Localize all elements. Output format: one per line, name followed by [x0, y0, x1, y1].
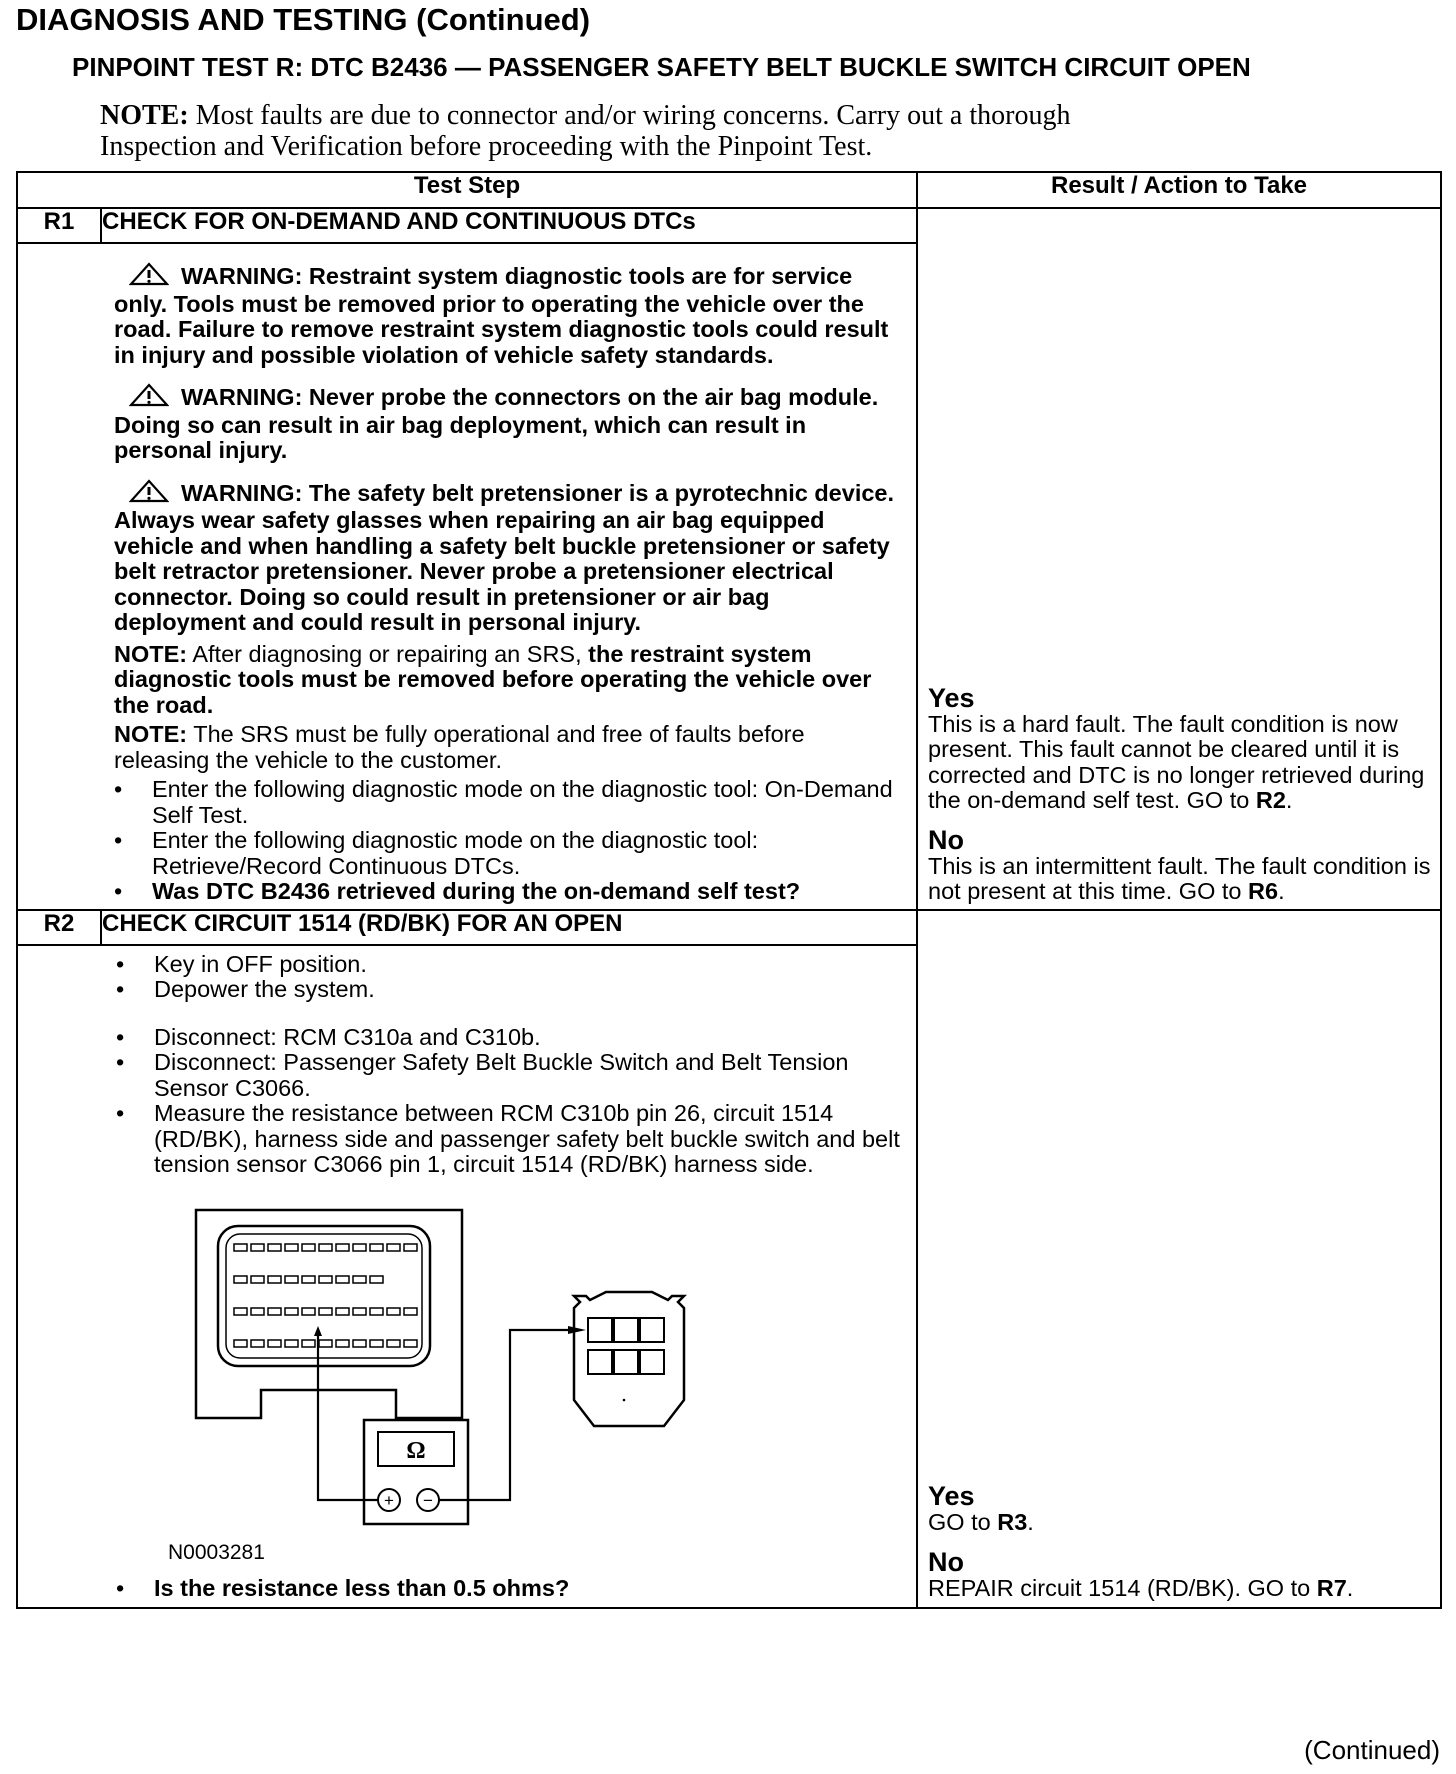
r2-no-text: REPAIR circuit 1514 (RD/BK). GO to: [928, 1574, 1317, 1601]
step-id-r2: R2: [17, 910, 101, 945]
connector-pin: [302, 1340, 315, 1347]
r2-yes-text: GO to: [928, 1509, 998, 1535]
connector-pin: [336, 1340, 349, 1347]
connector-pin: [302, 1308, 315, 1315]
connector-pin: [251, 1340, 264, 1347]
r1-note-2: [114, 722, 906, 773]
connector-pin: [268, 1340, 281, 1347]
step-id-r1: R1: [17, 208, 101, 243]
r1-no-text: This is an intermittent fault. The fault condition is not present at this time. GO to: [928, 852, 1431, 904]
r1-no-action: This is an intermittent fault. The fault condition is not present at this time. GO to R6.: [928, 852, 1431, 904]
r2-yes-goto: R3: [997, 1509, 1028, 1535]
list-item: • Disconnect: RCM C310a and C310b.: [116, 1025, 906, 1051]
warning-triangle-icon: [129, 262, 169, 292]
connector-pin: [353, 1308, 366, 1315]
step-r1-result-cell: [917, 208, 1441, 910]
connector-pin: [319, 1340, 332, 1347]
r1-question: • Was DTC B2436 retrieved during the on-demand self test?: [114, 879, 906, 905]
connector-pin: [285, 1244, 298, 1251]
list-item: • Measure the resistance between RCM C310b pin 26, circuit 1514 (RD/BK), harness side and passenger safety belt buckle switch and belt tension sensor C3066 pin 1, circuit 1514 (RD/BK) harness side.: [116, 1101, 906, 1178]
header-test-step: Test Step: [17, 172, 917, 208]
connector-pin: [251, 1276, 264, 1283]
r2-bullet-list-c: [116, 1576, 906, 1602]
pinpoint-test-table: [16, 171, 1442, 1609]
ohm-symbol: Ω: [406, 1437, 426, 1464]
r1-yes-text: This is a hard fault. The fault condition is now present. This fault cannot be cleared until it is corrected and DTC is no longer retrieved during the on-demand self test. GO to: [928, 710, 1425, 813]
r1-yes-action: This is a hard fault. The fault condition is now present. This fault cannot be cleared until it is corrected and DTC is no longer retrieved during the on-demand self test. GO to R2.: [928, 710, 1425, 813]
connector-pin: [370, 1276, 383, 1283]
warning-triangle-icon: [129, 383, 169, 413]
r1-no-goto: R6: [1248, 878, 1279, 904]
r1-note-1: [114, 642, 906, 719]
connector-pin: [285, 1308, 298, 1315]
multimeter-body: [364, 1420, 468, 1524]
r2-question: • Is the resistance less than 0.5 ohms?: [116, 1576, 906, 1602]
svg-text:−: −: [423, 1490, 433, 1510]
r1-note-1-plain: After diagnosing or repairing an SRS,: [187, 640, 589, 667]
warning-3: [114, 479, 906, 636]
step-r2-title-row: [17, 910, 1441, 945]
warning-3-text: WARNING: The safety belt pretensioner is a pyrotechnic device. Always wear safety glasses when repairing an air bag equipped vehicle and when handling a safety belt buckle pretensioner or safety belt retractor pretensioner. Never probe a pretensioner electrical connector. Doing so could result in pretensioner or air bag deployment and could result in personal injury.: [114, 479, 895, 635]
connector-pin: [404, 1244, 417, 1251]
connector-pin: [353, 1276, 366, 1283]
warning-triangle-icon: [129, 479, 169, 509]
connector-pin: [319, 1276, 332, 1283]
connector-pin: [336, 1244, 349, 1251]
connector-pin: [336, 1276, 349, 1283]
connector-pin: [251, 1244, 264, 1251]
r2-no-action: REPAIR circuit 1514 (RD/BK). GO to R7.: [928, 1574, 1354, 1601]
connector-pin: [268, 1308, 281, 1315]
connector-pin: [387, 1244, 400, 1251]
connector-pin: [336, 1308, 349, 1315]
connector-pin: [404, 1340, 417, 1347]
connector-pin: [387, 1340, 400, 1347]
r2-yes-label: Yes: [928, 1481, 975, 1511]
pinpoint-test-title: PINPOINT TEST R: DTC B2436 — PASSENGER SAFETY BELT BUCKLE SWITCH CIRCUIT OPEN: [72, 52, 1251, 82]
r2-no-goto: R7: [1316, 1574, 1347, 1601]
step-title-r2: CHECK CIRCUIT 1514 (RD/BK) FOR AN OPEN: [101, 910, 917, 945]
warning-2-text: WARNING: Never probe the connectors on the air bag module. Doing so can result in air bag deployment, which can result in personal injury.: [114, 384, 879, 463]
warning-1: [114, 262, 906, 368]
connector-pin: [234, 1276, 247, 1283]
connector-pin: [234, 1340, 247, 1347]
connector-pin: [370, 1340, 383, 1347]
connector-pin: [370, 1308, 383, 1315]
r2-yes-action: GO to R3.: [928, 1509, 1034, 1535]
connector-pin: [387, 1308, 400, 1315]
connector-pin: [302, 1276, 315, 1283]
intro-note-text: Most faults are due to connector and/or wiring concerns. Carry out a thorough: [188, 100, 1071, 131]
list-item: • Enter the following diagnostic mode on the diagnostic tool: Retrieve/Record Continuous DTCs.: [114, 828, 906, 879]
list-item: • Depower the system.: [116, 977, 906, 1003]
r2-bullet-list-b: [116, 1025, 906, 1178]
r1-note-2-label: NOTE:: [114, 721, 188, 747]
r2-no-label: No: [928, 1546, 964, 1577]
connector-pin: [370, 1244, 383, 1251]
r1-no-label: No: [928, 824, 964, 855]
r1-yes-goto: R2: [1255, 787, 1286, 813]
list-item: • Enter the following diagnostic mode on the diagnostic tool: On-Demand Self Test.: [114, 777, 906, 828]
connector-pin: [319, 1308, 332, 1315]
r1-note-1-label: NOTE:: [114, 640, 188, 667]
list-item: • Disconnect: Passenger Safety Belt Buckle Switch and Belt Tension Sensor C3066.: [116, 1050, 906, 1101]
continued-label: (Continued): [1304, 1735, 1440, 1765]
list-item: • Key in OFF position.: [116, 952, 906, 978]
page-title: DIAGNOSIS AND TESTING (Continued): [16, 2, 591, 37]
connector-pin: [285, 1276, 298, 1283]
connector-pin: [353, 1244, 366, 1251]
connector-pin: [302, 1244, 315, 1251]
warning-2: [114, 383, 906, 464]
step-title-r1: CHECK FOR ON-DEMAND AND CONTINUOUS DTCs: [101, 208, 917, 243]
step-r2-body: [17, 945, 917, 1609]
c3066-connector-outline: [574, 1292, 684, 1426]
rcm-connector-pins: [234, 1244, 417, 1347]
step-r1-title-row: [17, 208, 1441, 243]
connector-pin: [285, 1340, 298, 1347]
connector-test-diagram: [116, 1200, 816, 1570]
step-r1-body: [17, 243, 917, 910]
r1-bullet-list: [114, 777, 906, 905]
connector-pin: [353, 1340, 366, 1347]
rcm-connector-face: [218, 1226, 430, 1366]
connector-pin: [319, 1244, 332, 1251]
connector-pin: [268, 1244, 281, 1251]
table-header-row: [17, 172, 1441, 208]
step-r2-result-cell: [917, 910, 1441, 1609]
connector-pin: [404, 1308, 417, 1315]
svg-text:+: +: [384, 1490, 394, 1510]
warning-1-text: WARNING: Restraint system diagnostic tools are for service only. Tools must be removed prior to operating the vehicle over the road. Failure to remove restraint system diagnostic tools could result in injury and possible violation of vehicle safety standards.: [114, 263, 889, 368]
r1-yes-label: Yes: [928, 682, 975, 713]
r1-note-2-plain: The SRS must be fully operational and free of faults before releasing the vehicle to the customer.: [114, 721, 805, 773]
header-result-action: Result / Action to Take: [917, 172, 1441, 208]
connector-pin: [268, 1276, 281, 1283]
r1-note-1-bold: the restraint system diagnostic tools must be removed before operating the vehicle over the road.: [114, 640, 872, 718]
figure-id: N0003281: [168, 1540, 265, 1564]
connector-pin: [234, 1244, 247, 1251]
intro-note-label: NOTE:: [100, 100, 189, 131]
intro-note: [100, 100, 1250, 162]
r2-bullet-list-a: [116, 952, 906, 1003]
connector-diagram-illustration: [116, 1200, 816, 1570]
connector-pin: [251, 1308, 264, 1315]
connector-pin: [234, 1308, 247, 1315]
intro-note-text-2: Inspection and Verification before proceeding with the Pinpoint Test.: [100, 131, 873, 162]
